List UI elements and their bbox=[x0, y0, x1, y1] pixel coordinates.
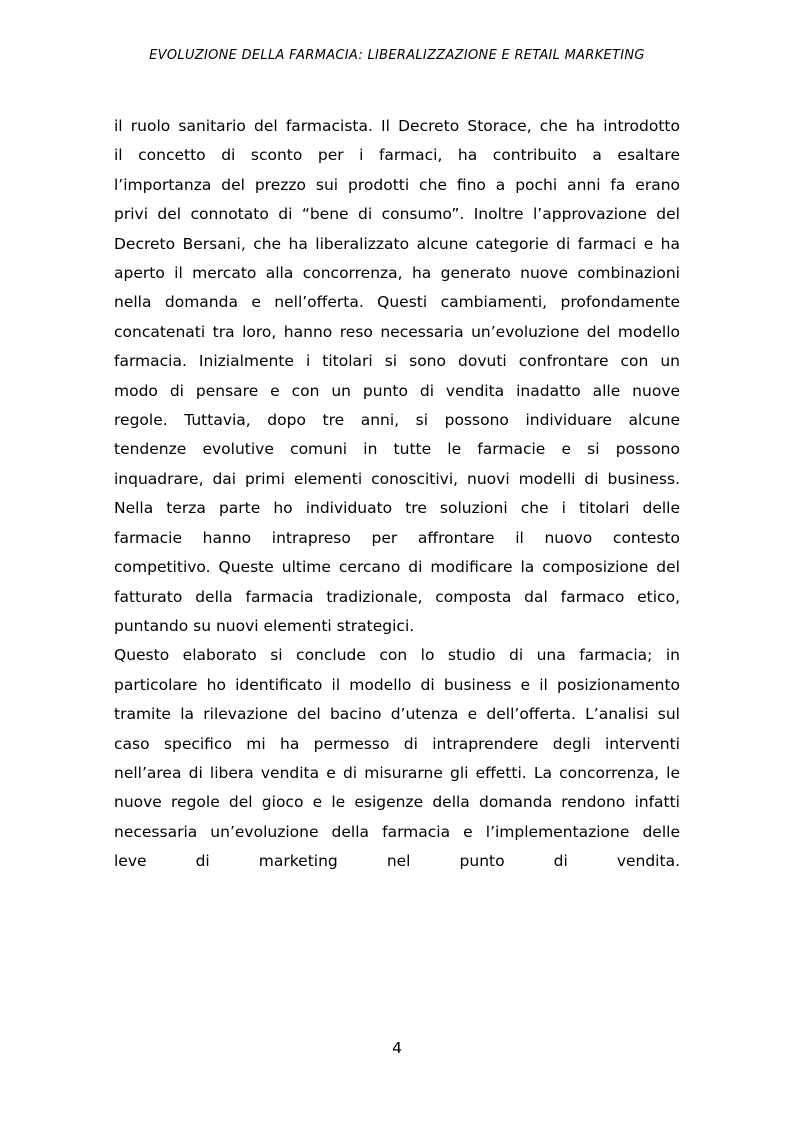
text-line: farmacie hanno intrapreso per affrontare il nuovo contesto bbox=[114, 528, 680, 547]
text-line: fatturato della farmacia tradizionale, composta dal farmaco etico, bbox=[114, 587, 680, 606]
text-line: aperto il mercato alla concorrenza, ha generato nuove combinazioni bbox=[114, 264, 680, 283]
text-line: l’importanza del prezzo sui prodotti che fino a pochi anni fa erano bbox=[114, 175, 680, 194]
text-line: privi del connotato di “bene di consumo”. Inoltre l’approvazione del bbox=[114, 205, 680, 224]
text-line: nell’area di libera vendita e di misurarne gli effetti. La concorrenza, le bbox=[114, 763, 681, 782]
page-number: 4 bbox=[392, 1039, 402, 1057]
paragraph-1 bbox=[114, 112, 680, 641]
text-line: caso specifico mi ha permesso di intraprendere degli interventi bbox=[114, 734, 680, 753]
paragraph-2 bbox=[114, 641, 680, 876]
text-line: il ruolo sanitario del farmacista. Il Decreto Storace, che ha introdotto bbox=[114, 117, 680, 135]
text-line: nella domanda e nell’offerta. Questi cambiamenti, profondamente bbox=[114, 293, 681, 312]
running-header: EVOLUZIONE DELLA FARMACIA: LIBERALIZZAZIONE E RETAIL MARKETING bbox=[149, 48, 645, 63]
text-line: leve di marketing nel punto di vendita. bbox=[114, 852, 680, 871]
text-line: Decreto Bersani, che ha liberalizzato alcune categorie di farmaci e ha bbox=[114, 234, 680, 253]
text-line: competitivo. Queste ultime cercano di modificare la composizione del bbox=[114, 558, 680, 577]
text-line: necessaria un’evoluzione della farmacia e l’implementazione delle bbox=[114, 822, 680, 841]
text-line: concatenati tra loro, hanno reso necessaria un’evoluzione del modello bbox=[114, 322, 680, 341]
text-line: regole. Tuttavia, dopo tre anni, si possono individuare alcune bbox=[114, 411, 680, 430]
text-line: nuove regole del gioco e le esigenze della domanda rendono infatti bbox=[114, 793, 680, 812]
text-line: tramite la rilevazione del bacino d’utenza e dell’offerta. L’analisi sul bbox=[114, 705, 680, 724]
text-line: farmacia. Inizialmente i titolari si sono dovuti confrontare con un bbox=[114, 352, 681, 371]
text-line: Questo elaborato si conclude con lo studio di una farmacia; in bbox=[114, 646, 680, 665]
text-line: tendenze evolutive comuni in tutte le farmacie e si possono bbox=[114, 440, 680, 459]
body-text bbox=[114, 112, 680, 877]
text-line: inquadrare, dai primi elementi conoscitivi, nuovi modelli di business. bbox=[114, 469, 680, 488]
text-line: Nella terza parte ho individuato tre soluzioni che i titolari delle bbox=[114, 499, 680, 518]
text-line: puntando su nuovi elementi strategici. bbox=[114, 616, 415, 635]
text-line: modo di pensare e con un punto di vendita inadatto alle nuove bbox=[114, 381, 681, 400]
text-line: il concetto di sconto per i farmaci, ha contribuito a esaltare bbox=[114, 146, 680, 165]
text-line: particolare ho identificato il modello di business e il posizionamento bbox=[114, 675, 680, 694]
